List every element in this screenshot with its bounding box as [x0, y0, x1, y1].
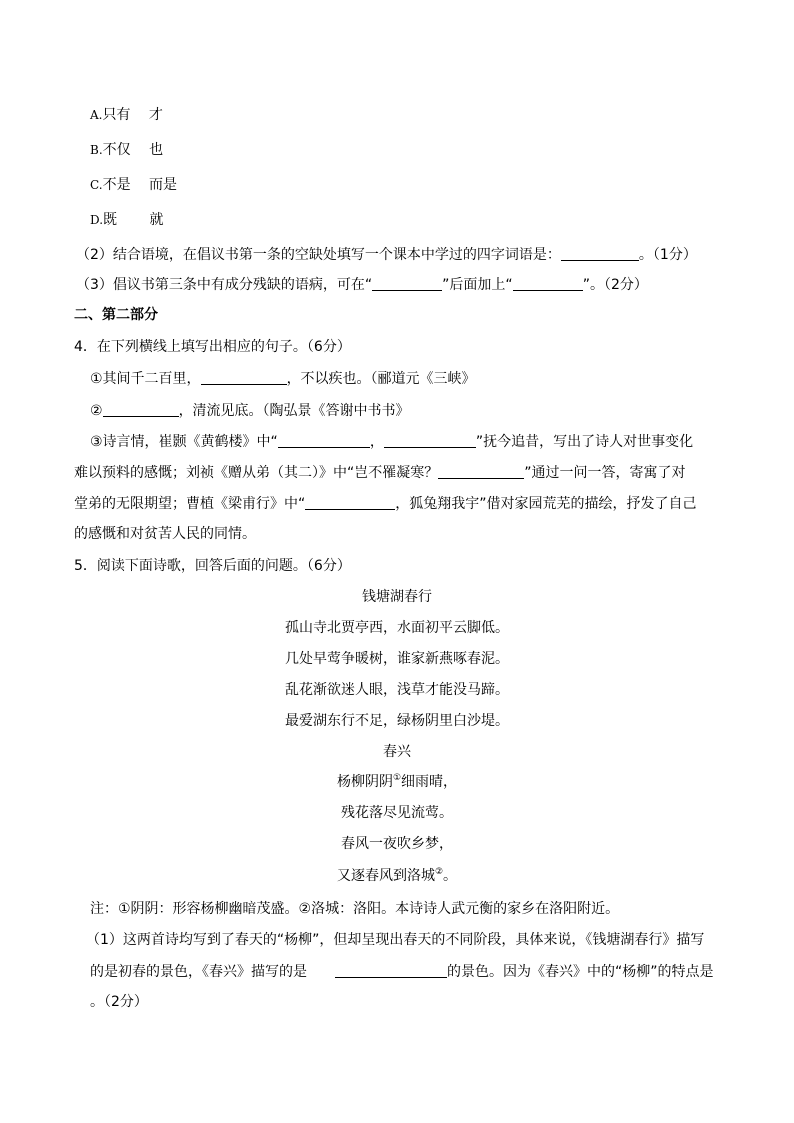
answer-blank[interactable] [201, 368, 287, 385]
answer-blank[interactable] [103, 400, 179, 417]
poem-2-line [0, 866, 794, 886]
q4-line-1 [90, 368, 476, 389]
poem-1-line: 几处早莺争暖树，谁家新燕啄春泥。 [285, 651, 509, 667]
answer-blank[interactable] [384, 431, 476, 448]
q4-l1-pre: ①其间千二百里， [90, 371, 201, 387]
option-text: 既 就 [103, 212, 164, 228]
q4-line-5 [74, 493, 697, 514]
option-a [90, 105, 163, 125]
q5-sub1-line-3: 。（2分） [90, 994, 148, 1010]
q4-line-3 [90, 431, 693, 452]
poem-2-line: 春风一夜吹乡梦， [341, 836, 453, 852]
answer-blank[interactable] [278, 431, 370, 448]
poem-2-text: 又逐春风到洛城 [336, 868, 435, 884]
answer-blank[interactable] [561, 244, 639, 261]
q5-s1-l2-pre: 的是初春的景色，《春兴》描写的是 [90, 964, 335, 980]
option-tag: A. [90, 108, 103, 122]
option-text: 只有 才 [102, 107, 163, 123]
poem-1-line: 孤山寺北贾亭西，水面初平云脚低。 [285, 620, 509, 636]
q4-l1-post: ，不以疾也。（郦道元《三峡》 [286, 371, 476, 387]
q4-l3-mid: ， [369, 434, 384, 450]
answer-blank[interactable] [372, 274, 442, 291]
question-4-title: 4．在下列横线上填写出相应的句子。（6分） [74, 339, 351, 355]
q4-l3-post: ”抚今追昔，写出了诗人对世事变化 [475, 434, 694, 450]
q4-l5-pre: 堂弟的无限期望；曹植《梁甫行》中“ [74, 496, 306, 512]
poem-2-title: 春兴 [383, 744, 411, 760]
question-3-2 [76, 244, 697, 265]
option-tag: D. [90, 213, 104, 227]
option-tag: C. [90, 178, 103, 192]
poem-2-text: 细雨晴， [401, 774, 458, 790]
q3-3-prompt: （3）倡议书第三条中有成分残缺的语病，可在“ [76, 277, 373, 293]
option-text: 不仅 也 [102, 142, 164, 158]
footnote-marker: ② [434, 867, 444, 877]
answer-blank[interactable] [335, 961, 447, 978]
q4-l5-post: ，狐兔翔我宇”借对家园荒芜的描绘，抒发了自己 [395, 496, 697, 512]
option-tag: B. [90, 143, 103, 157]
q4-line-2 [90, 400, 410, 421]
q4-l3-pre: ③诗言情，崔颢《黄鹤楼》中“ [90, 434, 278, 450]
answer-blank[interactable] [305, 493, 395, 510]
q4-l4-pre: 难以预料的感慨；刘祯《赠从弟（其二）》中“岂不罹凝寒？ [74, 465, 439, 481]
answer-blank[interactable] [438, 462, 524, 479]
poem-2-text: 杨柳阴阴 [336, 774, 393, 790]
q5-s1-l2-post: 的景色。因为《春兴》中的“杨柳”的特点是 [447, 964, 714, 980]
option-d [90, 210, 163, 230]
q4-line-6: 的感慨和对贫苦人民的同情。 [74, 526, 256, 542]
option-text: 不是 而是 [102, 177, 178, 193]
poem-2-line: 残花落尽见流莺。 [341, 805, 453, 821]
q4-line-4 [74, 462, 686, 483]
option-c [90, 175, 177, 195]
poem-1-line: 最爱湖东行不足，绿杨阴里白沙堤。 [285, 713, 509, 729]
poem-note: 注：①阴阴：形容杨柳幽暗茂盛。②洛城：洛阳。本诗诗人武元衡的家乡在洛阳附近。 [90, 901, 620, 917]
q4-l4-post: ”通过一问一答，寄寓了对 [524, 465, 686, 481]
poem-2-text: 。 [443, 868, 458, 884]
q3-3-score: ”。（2分） [582, 277, 648, 293]
footnote-marker: ① [392, 773, 402, 783]
option-b [90, 140, 163, 160]
poem-2-line [0, 772, 794, 792]
q5-sub1-line-1: （1）这两首诗均写到了春天的“杨柳”，但却呈现出春天的不同阶段，具体来说，《钱塘湖春行》描写 [86, 932, 705, 948]
poem-1-line: 乱花渐欲迷人眼，浅草才能没马蹄。 [285, 682, 509, 698]
q3-2-score: 。（1分） [638, 247, 697, 263]
section-heading: 二、第二部分 [74, 307, 158, 323]
q4-l2-pre: ② [90, 403, 103, 419]
question-3-3 [76, 274, 648, 295]
poem-1-title: 钱塘湖春行 [362, 589, 432, 605]
q5-sub1-line-2 [90, 961, 714, 982]
q3-2-prompt: （2）结合语境，在倡议书第一条的空缺处填写一个课本中学过的四字词语是： [76, 247, 561, 263]
question-5-title: 5．阅读下面诗歌，回答后面的问题。（6分） [74, 558, 351, 574]
answer-blank[interactable] [513, 274, 583, 291]
q3-3-mid: ”后面加上“ [442, 277, 513, 293]
q4-l2-post: ，清流见底。（陶弘景《答谢中书书》 [178, 403, 410, 419]
